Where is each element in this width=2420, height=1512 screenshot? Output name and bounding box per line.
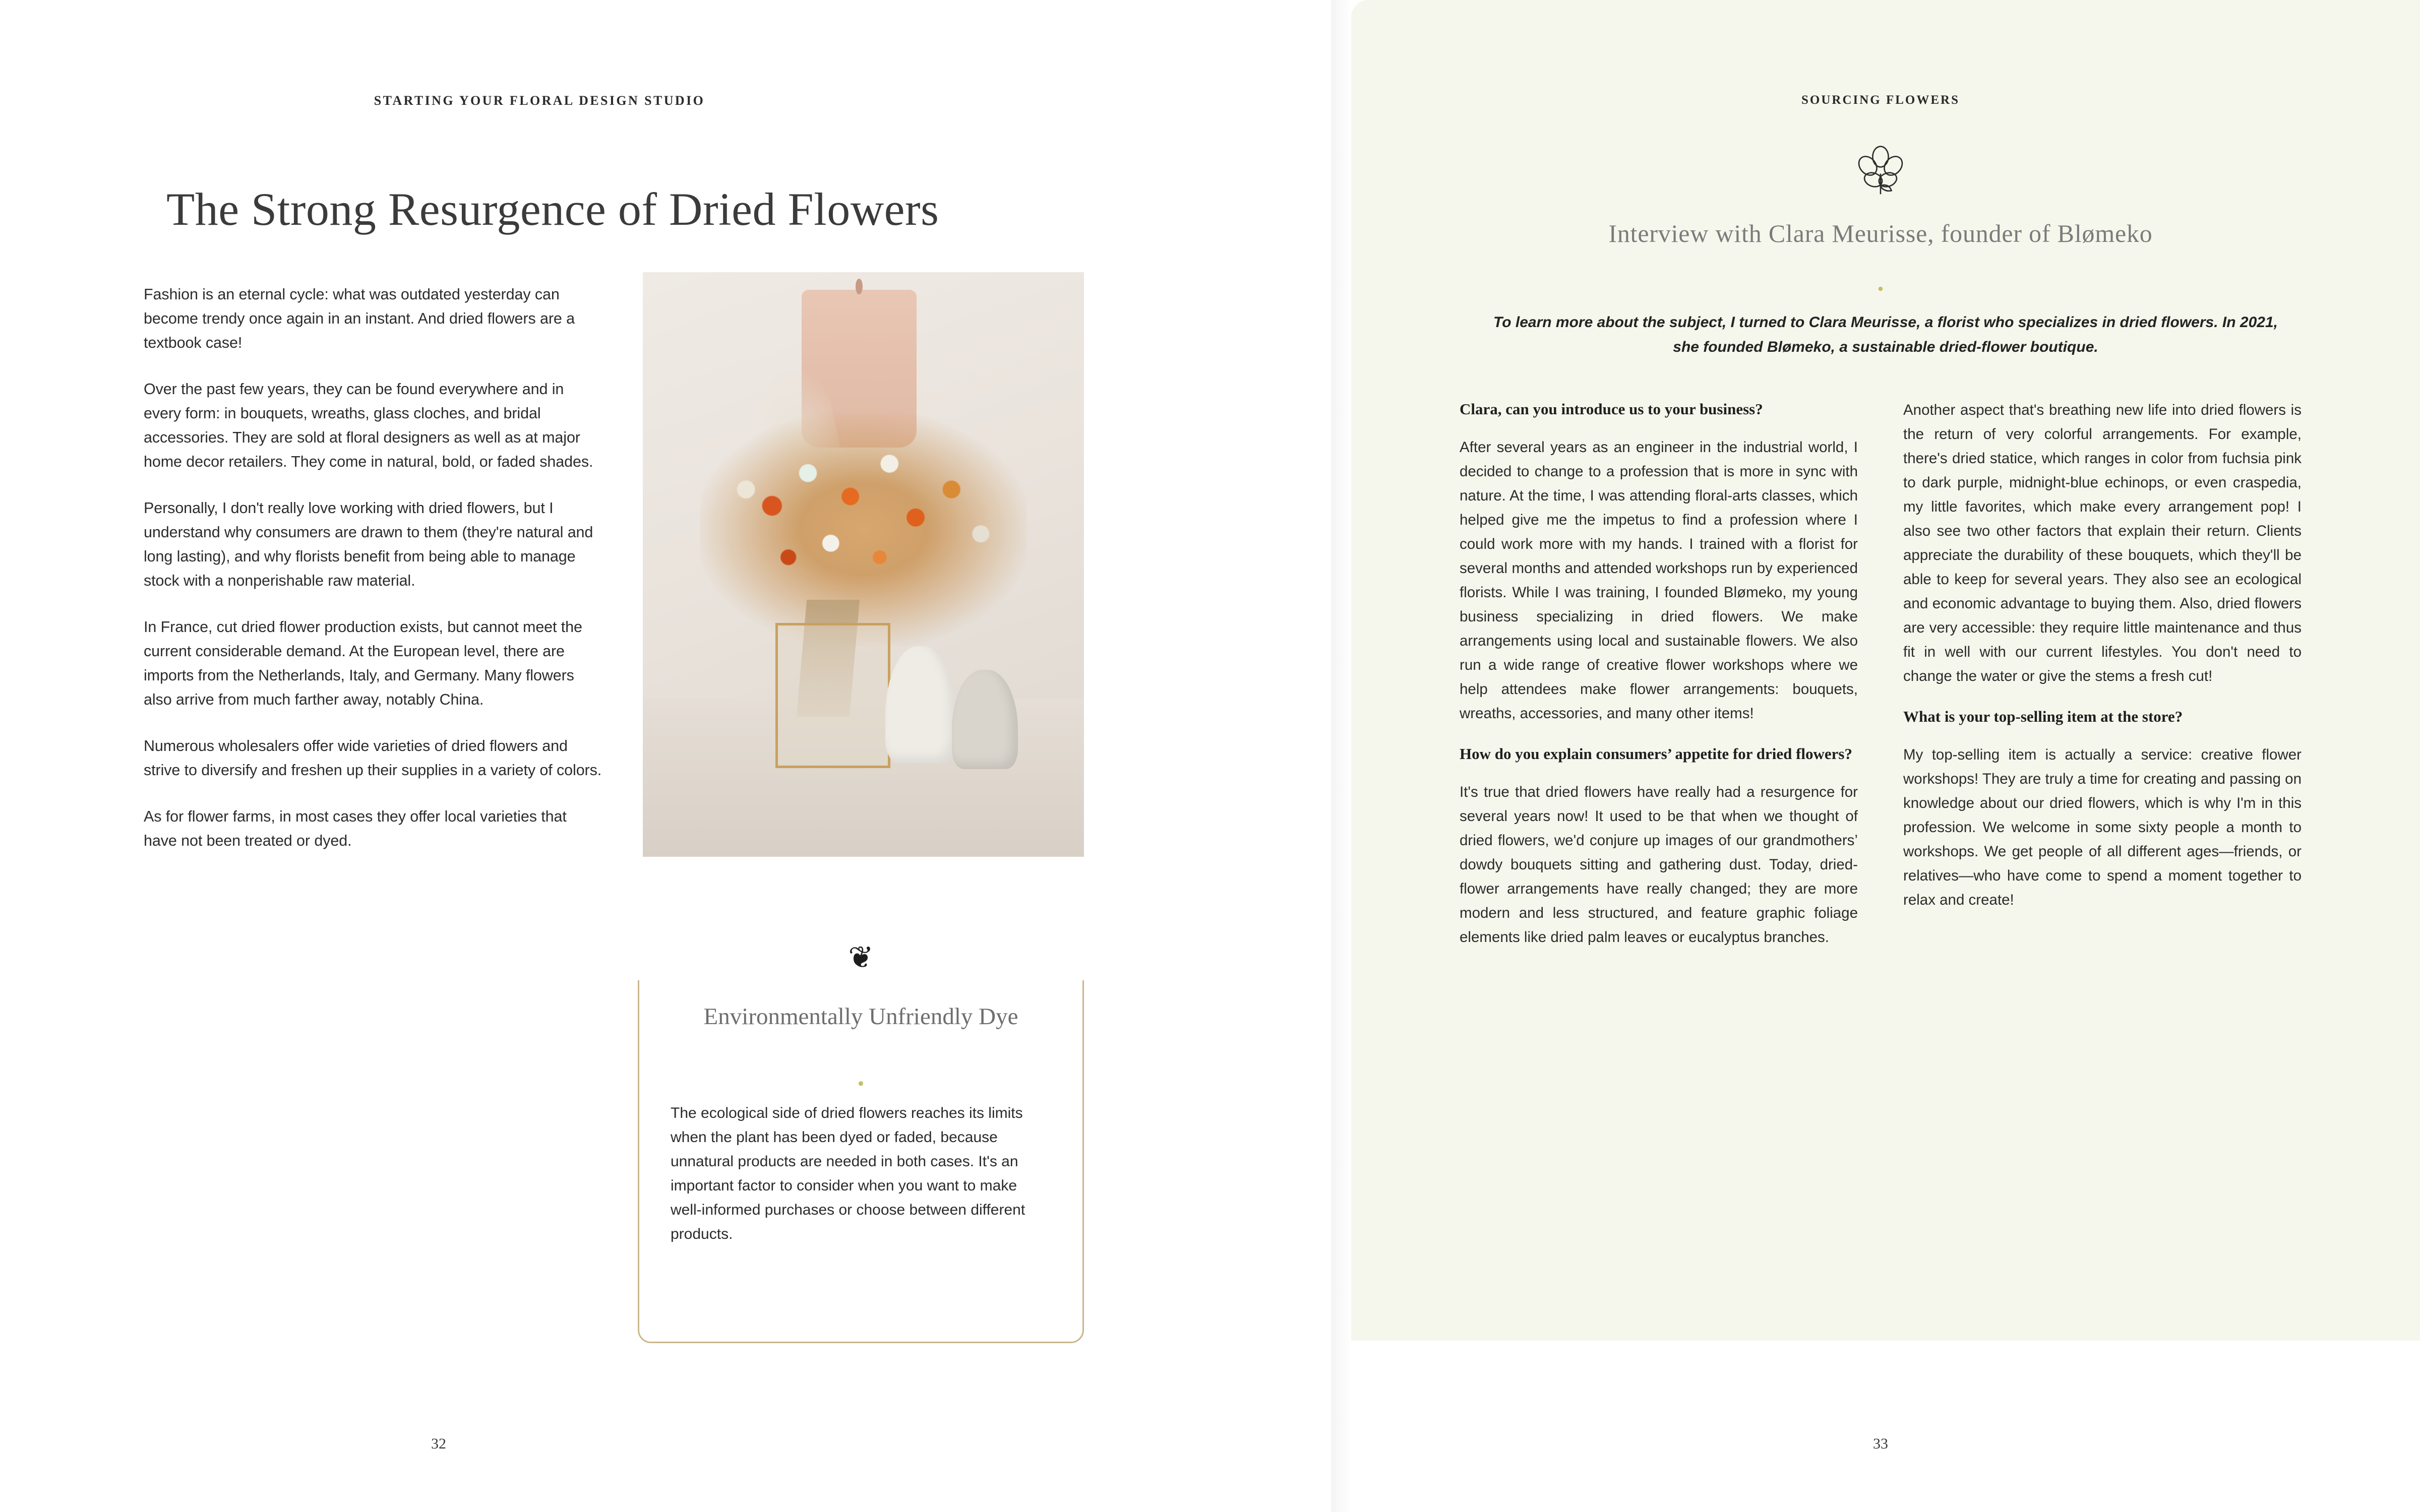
- body-paragraph: As for flower farms, in most cases they offer local varieties that have not been treated or dyed.: [144, 808, 567, 849]
- interview-column-left: [1460, 398, 1858, 950]
- left-body-column: [144, 282, 602, 875]
- leaf-ornament-icon: ❦: [638, 935, 1084, 980]
- interview-title: Interview with Clara Meurisse, founder of Blømeko: [1608, 219, 2153, 247]
- page-title: The Strong Resurgence of Dried Flowers: [166, 183, 939, 235]
- photo-brass-vase: [775, 623, 891, 768]
- body-paragraph: Personally, I don't really love working with dried flowers, but I understand why consumers are drawn to them (they're natural and long lasting), and why florists benefit from being able to manage stock with a nonperishable raw material.: [144, 499, 593, 589]
- sidebar-body: The ecological side of dried flowers reaches its limits when the plant has been dyed or faded, because unnatural products are needed in both cases. It's an important factor to consider when you want to make well-informed purchases or choose between different products.: [671, 1105, 1025, 1242]
- body-paragraph: Fashion is an eternal cycle: what was outdated yesterday can become trendy once again in an instant. And dried flowers are a textbook case!: [144, 286, 575, 351]
- body-paragraph: In France, cut dried flower production exists, but cannot meet the current considerable demand. At the European level, there are imports from the Netherlands, Italy, and Germany. Many flowers also arrive from much farther away, notably China.: [144, 618, 582, 708]
- running-head-left: STARTING YOUR FLORAL DESIGN STUDIO: [374, 93, 705, 108]
- interview-answer: Another aspect that's breathing new life into dried flowers is the return of very colorful arrangements. For example, there's dried statice, which ranges in color from fuchsia pink to dark purple, midnight-blue echinops, or even craspedia, my little favorites, which make every arrangement pop! I also see two other factors that explain their return. Clients appreciate the durability of these bouquets, which they'll be able to keep for several years. They also see an ecological and economic advantage to buying them. Also, dried flowers are very accessible: they require little maintenance and thus fit in well with our current lifestyles. You don't need to change the water or give the stems a fresh cut!: [1903, 402, 2302, 684]
- dried-flower-bouquet-photo: [643, 272, 1084, 857]
- interview-answer: After several years as an engineer in the industrial world, I decided to change to a profession that is more in sync with nature. At the time, I was attending floral-arts classes, which helped give me the impetus to find a profession where I could work more with my hands. I trained with a florist for several months and attended workshops run by experienced florists. While I was training, I founded Blømeko, my young business specializing in dried flowers. We make arrangements using local and sustainable flowers. We also run a wide range of creative flower workshops where we help attendees make flower arrangements: bouquets, wreaths, accessories, and many other items!: [1460, 439, 1858, 722]
- sidebar-dot-icon: •: [858, 1074, 864, 1093]
- body-paragraph: Over the past few years, they can be found everywhere and in every form: in bouquets, wreaths, glass cloches, and bridal accessories. They are sold at floral designers as well as at major home decor retailers. They come in natural, bold, or faded shades.: [144, 381, 593, 470]
- body-paragraph: Numerous wholesalers offer wide varieties of dried flowers and strive to diversify and freshen up their supplies in a variety of colors.: [144, 737, 602, 779]
- sidebar-title: Environmentally Unfriendly Dye: [703, 1003, 1018, 1030]
- interview-question: How do you explain consumers’ appetite for dried flowers?: [1460, 745, 1852, 763]
- running-head-right: SOURCING FLOWERS: [1801, 93, 1960, 107]
- flower-ornament-icon: [1341, 139, 2420, 202]
- interview-answer: It's true that dried flowers have really had a resurgence for several years now! It used to be that when we thought of dried flowers, we'd conjure up images of our grandmothers’ dowdy bouquets sitting and gathering dust. Today, dried-flower arrangements have really changed; they are more modern and less structured, and feature graphic foliage elements like dried palm leaves or eucalyptus branches.: [1460, 784, 1858, 946]
- interview-answer: My top-selling item is actually a service: creative flower workshops! They are truly a time for creating and passing on knowledge about our dried flowers, which is why I'm in this profession. We welcome in some sixty people a month to workshops. We get people of all different ages—friends, or relatives—who have come to spend a moment together to relax and create!: [1903, 746, 2302, 908]
- interview-question: What is your top-selling item at the store?: [1903, 708, 2183, 725]
- photo-bouquet: [700, 412, 1027, 646]
- interview-standfirst: To learn more about the subject, I turned to Clara Meurisse, a florist who specializes in dried flowers. In 2021, she founded Blømeko, a sustainable dried-flower boutique.: [1493, 314, 2278, 355]
- interview-dot-icon: •: [1878, 280, 1884, 298]
- interview-column-right: [1903, 398, 2302, 912]
- right-page: [1341, 0, 2420, 1512]
- interview-question: Clara, can you introduce us to your business?: [1460, 400, 1763, 418]
- page-number-right: 33: [1873, 1435, 1888, 1452]
- page-number-left: 32: [431, 1435, 446, 1452]
